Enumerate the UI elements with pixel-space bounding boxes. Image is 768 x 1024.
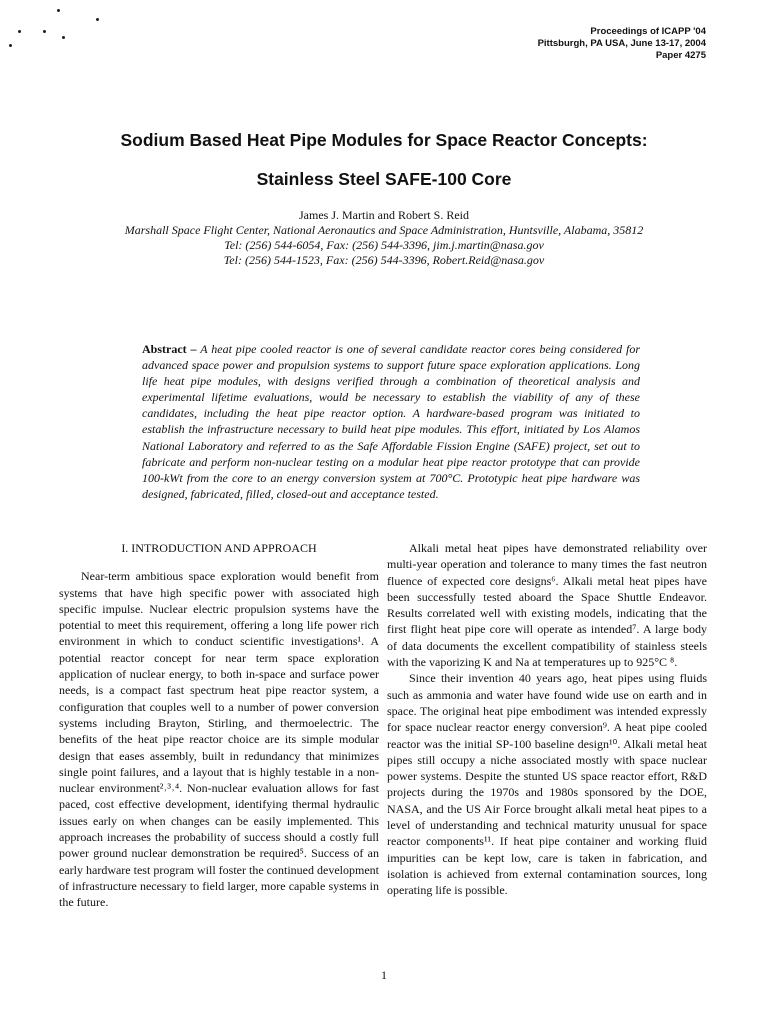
abstract-label: Abstract – [142,342,197,356]
section-heading: I. INTRODUCTION AND APPROACH [121,541,317,555]
scan-speck [96,18,99,21]
abstract-text: A heat pipe cooled reactor is one of several candidate reactor cores being considered for advanced space power and propulsion systems to support future space exploration applications. Long life heat pipe modules, with designs verified through a combination of theoretical analysis and experimental lifetime evaluations, would be necessary to establish the viability of any of these candidates, including the heat pipe reactor option. A hardware-based program was initiated to establish the infrastructure necessary to build heat pipe modules. This effort, initiated by Los Alamos National Laboratory and referred to as the Safe Affordable Fission Engine (SAFE) project, set out to fabricate and perform non-nuclear testing on a modular heat pipe reactor prototype that can provide 100-kWt from the core to an energy conversion system at 700°C. Prototypic heat pipe hardware was designed, fabricated, filled, closed-out and acceptance tested. [142,342,640,501]
conference-location-date: Pittsburgh, PA USA, June 13-17, 2004 [537,38,706,49]
proceedings-name: Proceedings of ICAPP '04 [590,26,706,37]
scan-speck [18,30,21,33]
right-paragraph-1: Alkali metal heat pipes have demonstrated reliability over multi-year operation and tolerance to many times the fast neutron fluence of expected core designs⁶. Alkali metal heat pipes have been successfully tested aboard the Space Shuttle Endeavor. Results correlated well with existing models, indicating that the first flight heat pipe core will operate as intended⁷. A large body of data documents the excellent compatibility of stainless steels with the vaporizing K and Na at temperatures up to 925°C ⁸. [387,541,707,670]
scan-speck [43,30,46,33]
author-block [0,208,768,268]
right-column [387,540,707,899]
paper-title-line-2: Stainless Steel SAFE-100 Core [256,169,512,189]
page-number: 1 [381,968,387,982]
scan-speck [9,44,12,47]
paper-title-line-1: Sodium Based Heat Pipe Modules for Space Reactor Concepts: [120,130,648,150]
scan-speck [62,36,65,39]
author-contact-1: Tel: (256) 544-6054, Fax: (256) 544-3396, jim.j.martin@nasa.gov [224,238,544,252]
paper-number: Paper 4275 [655,50,706,61]
proceedings-header [538,26,706,62]
left-column [59,540,379,911]
author-names: James J. Martin and Robert S. Reid [299,208,469,222]
abstract [142,341,640,502]
author-contact-2: Tel: (256) 544-1523, Fax: (256) 544-3396, Robert.Reid@nasa.gov [223,253,545,267]
author-affiliation: Marshall Space Flight Center, National Aeronautics and Space Administration, Huntsville, Alabama, 35812 [124,223,644,237]
scan-speck [57,9,60,12]
right-paragraph-2: Since their invention 40 years ago, heat pipes using fluids such as ammonia and water have found wide use on earth and in space. The original heat pipe embodiment was intended expressly for space nuclear reactor energy conversion⁹. A heat pipe cooled reactor was the initial SP-100 baseline design¹⁰. Alkali metal heat pipes still occupy a niche associated mostly with space nuclear power systems. Despite the stunted US space reactor effort, R&D projects during the 1970s and 1980s sponsored by the DOE, NASA, and the US Air Force brought alkali metal heat pipes to a level of understanding and technical maturity unusual for space reactor components¹¹. If heat pipe container and working fluid impurities can be kept low, care is taken in fabrication, and isolation is achieved from external contamination sources, long operating life is possible. [387,671,707,898]
left-paragraph-1: Near-term ambitious space exploration would benefit from systems that have high specific power with associated high specific impulse. Nuclear electric propulsion systems have the potential to meet this requirement, offering a long life power rich environment in which to conduct scientific investigations¹. A potential reactor concept for near term space exploration application of nuclear energy, to both in-space and surface power needs, is a compact fast spectrum heat pipe reactor system, a configuration that couples well to a number of power conversion systems including Brayton, Stirling, and thermoelectric. The benefits of the heat pipe reactor choice are its simple modular design that eases assembly, built in redundancy that minimizes single point failures, and a layout that is highly testable in a non-nuclear environment²˒³˒⁴. Non-nuclear evaluation allows for fast paced, cost effective development, identifying thermal hydraulic issues early on when changes can be easily implemented. This approach increases the probability of success should a costly full power ground nuclear demonstration be required⁵. Success of an early hardware test program will foster the continued development of infrastructure necessary to field larger, more capable systems in the future. [59,569,379,910]
